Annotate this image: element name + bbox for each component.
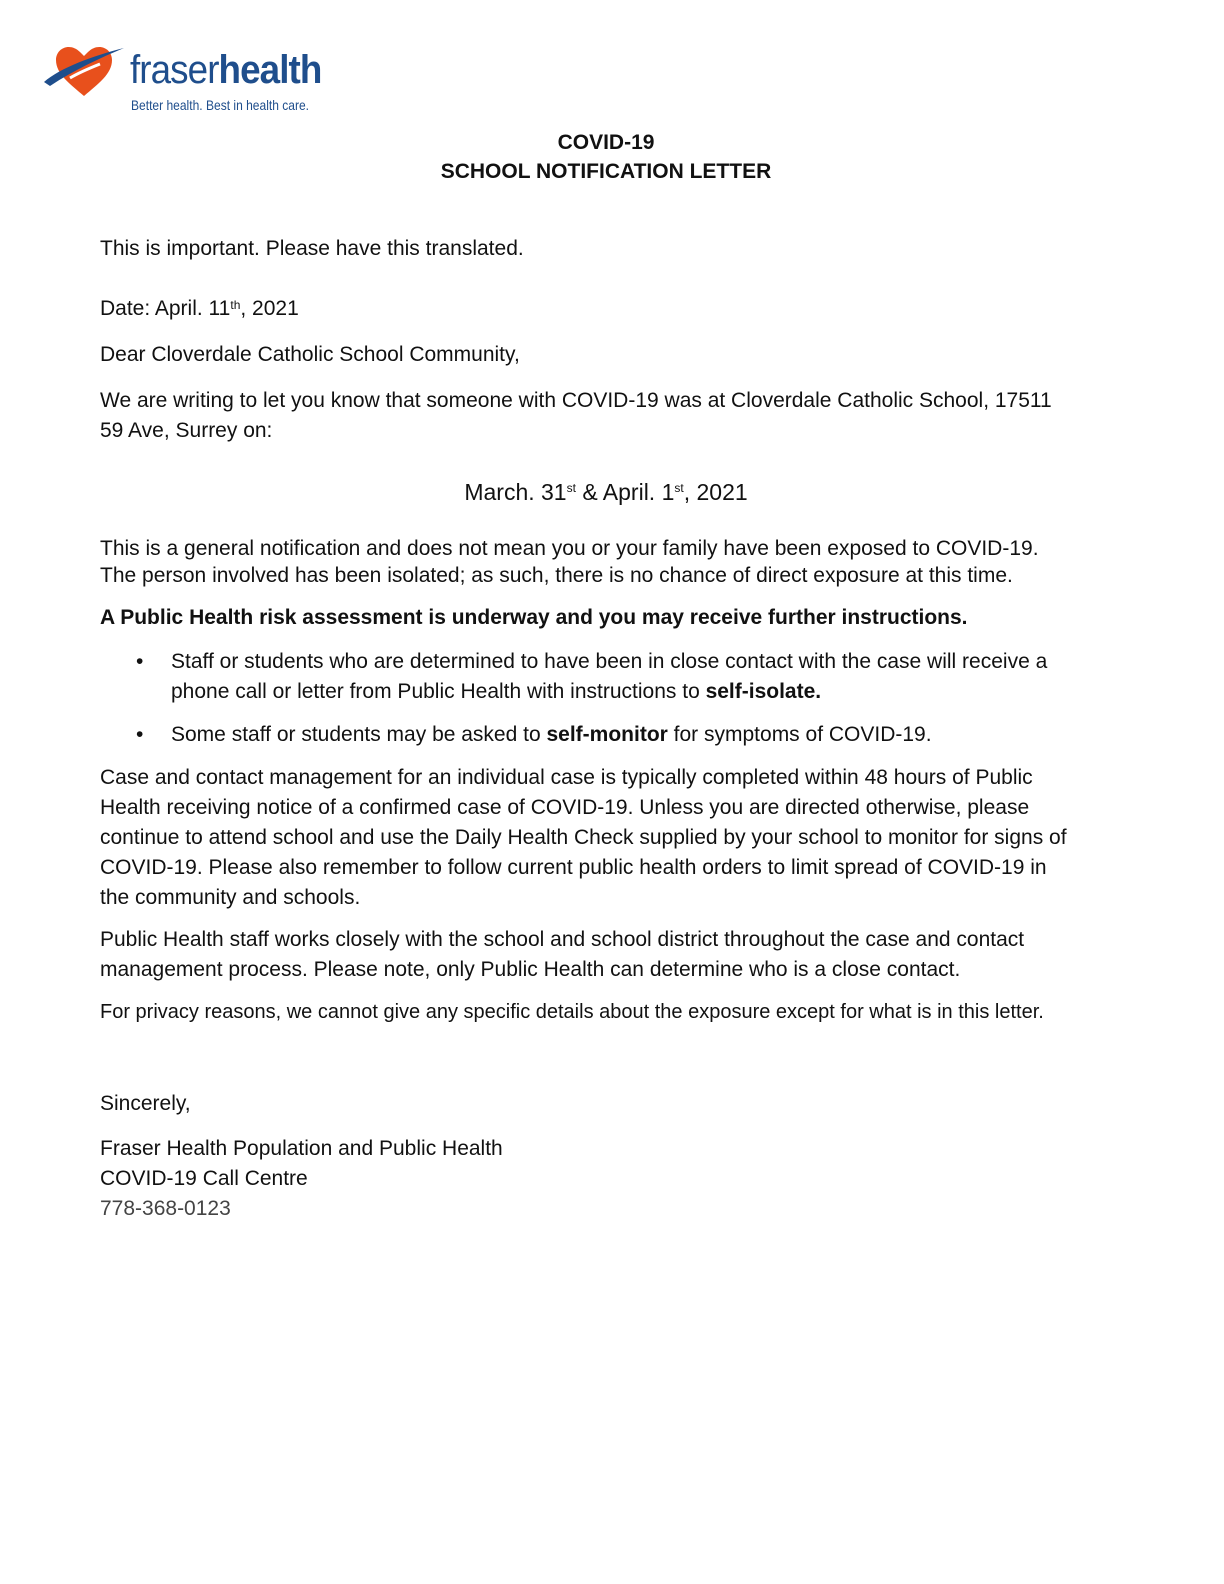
heart-swoosh-icon (40, 38, 128, 100)
fraser-health-logo (40, 36, 340, 122)
translate-note: This is important. Please have this translated. (100, 237, 524, 260)
letter-date: Date: April. 11th, 2021 (100, 297, 299, 320)
privacy-note: For privacy reasons, we cannot give any specific details about the exposure except for what is in this letter. (100, 1001, 1044, 1023)
signature-organization: Fraser Health Population and Public Health (100, 1137, 503, 1160)
risk-assessment-heading: A Public Health risk assessment is underway and you may receive further instructions. (100, 606, 968, 629)
logo-wordmark: fraserhealth (130, 48, 322, 92)
page-title: COVID-19 (557, 131, 655, 154)
signature-department: COVID-19 Call Centre (100, 1167, 308, 1190)
salutation: Dear Cloverdale Catholic School Community, (100, 343, 520, 366)
page-subtitle: SCHOOL NOTIFICATION LETTER (440, 160, 772, 183)
exposure-dates: March. 31st & April. 1st, 2021 (464, 479, 748, 505)
logo-tagline: Better health. Best in health care. (131, 97, 310, 113)
closing: Sincerely, (100, 1092, 191, 1115)
bullet-icon: • (136, 650, 144, 673)
bullet-icon: • (136, 723, 144, 746)
signature-phone: 778-368-0123 (100, 1197, 231, 1220)
